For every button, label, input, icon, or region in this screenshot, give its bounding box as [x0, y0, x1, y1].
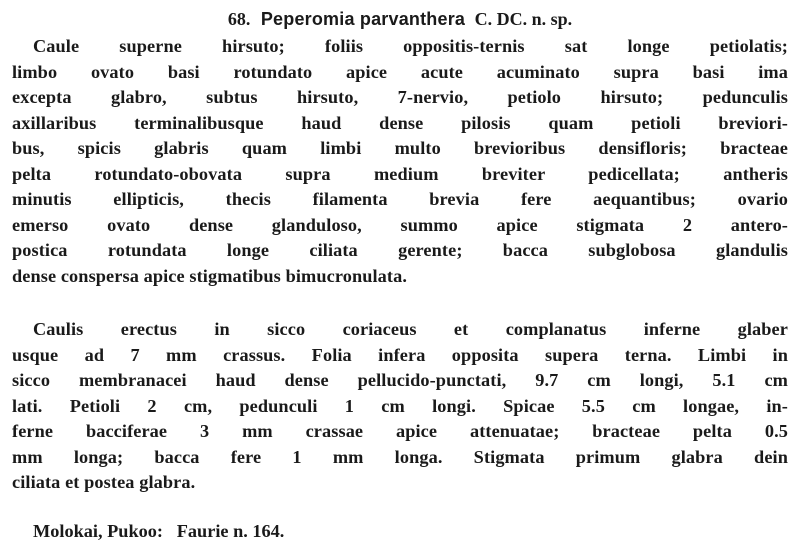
notes-line: lati. Petioli 2 cm, pedunculi 1 cm longi. Spicae 5.5 cm longae, in- [12, 395, 788, 416]
notes-line: ciliata et postea glabra. [12, 472, 196, 492]
description-line: dense conspersa apice stigmatibus bimucronulata. [12, 265, 407, 286]
description-line: Caule superne hirsuto; foliis oppositis-ternis sat longe petiolatis; [33, 36, 788, 56]
description-line: axillaribus terminalibusque haud dense pilosis quam petioli breviori- [12, 112, 788, 133]
description-line: limbo ovato basi rotundato apice acute acuminato supra basi ima [12, 61, 788, 82]
description-line: excepta glabro, subtus hirsuto, 7-nervio, petiolo hirsuto; pedunculis [12, 87, 788, 107]
notes-paragraph [0, 317, 800, 496]
notes-line: usque ad 7 mm crassus. Folia infera opposita supera terna. Limbi in [12, 344, 788, 365]
description-line: bus, spicis glabris quam limbi multo brevioribus densifloris; bracteae [12, 138, 788, 158]
notes-line: mm longa; bacca fere 1 mm longa. Stigmata primum glabra dein [12, 446, 788, 467]
species-number: 68. [227, 9, 251, 29]
species-name: Peperomia parvanthera [260, 9, 466, 29]
species-heading [0, 8, 800, 30]
description-line: pelta rotundato-obovata supra medium breviter pedicellata; antheris [12, 163, 788, 184]
notes-line: sicco membranacei haud dense pellucido-punctati, 9.7 cm longi, 5.1 cm [12, 370, 788, 390]
description-line: minutis ellipticis, thecis filamenta brevia fere aequantibus; ovario [12, 189, 788, 209]
description-line: postica rotundata longe ciliata gerente; bacca subglobosa glandulis [12, 240, 788, 260]
notes-line: Caulis erectus in sicco coriaceus et complanatus inferne glaber [33, 319, 788, 339]
description-line: emerso ovato dense glanduloso, summo apice stigmata 2 antero- [12, 214, 788, 235]
locality-citation: Molokai, Pukoo: Faurie n. 164. [33, 521, 285, 541]
species-author: C. DC. n. sp. [474, 9, 573, 29]
description-paragraph [0, 34, 800, 289]
notes-line: ferne bacciferae 3 mm crassae apice attenuatae; bracteae pelta 0.5 [12, 421, 788, 441]
